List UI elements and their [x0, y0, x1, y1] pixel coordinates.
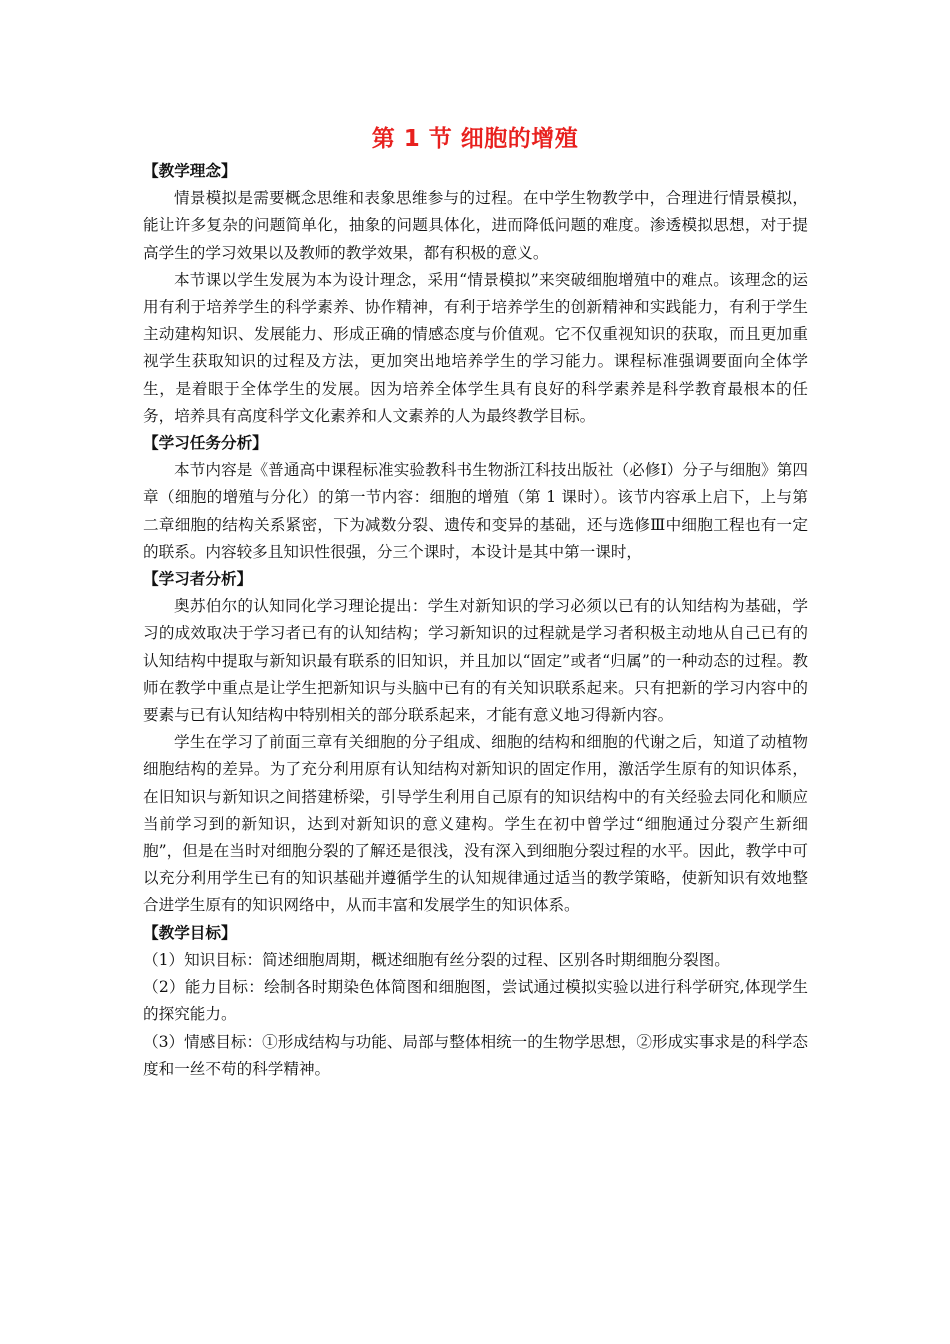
- paragraph: 情景模拟是需要概念思维和表象思维参与的过程。在中学生物教学中，合理进行情景模拟，能让许多复杂的问题简单化，抽象的问题具体化，进而降低问题的难度。渗透模拟思想，对于提高学生的学习效果以及教师的教学效果，都有积极的意义。: [143, 189, 808, 262]
- goal-item: （1）知识目标：简述细胞周期，概述细胞有丝分裂的过程、区别各时期细胞分裂图。: [143, 950, 730, 969]
- section-teaching-goals: [143, 920, 808, 1083]
- goal-item: （2）能力目标：绘制各时期染色体简图和细胞图，尝试通过模拟实验以进行科学研究,体现学生的探究能力。: [143, 978, 808, 1024]
- paragraph: 本节内容是《普通高中课程标准实验教科书生物浙江科技出版社（必修Ⅰ）分子与细胞》第四章（细胞的增殖与分化）的第一节内容：细胞的增殖（第 1 课时）。该节内容承上启下，上与第二章细胞的结构关系紧密，下为减数分裂、遗传和变异的基础，还与选修Ⅲ中细胞工程也有一定的联系。内容较多且知识性很强，分三个课时，本设计是其中第一课时，: [143, 461, 808, 561]
- paragraph: 学生在学习了前面三章有关细胞的分子组成、细胞的结构和细胞的代谢之后，知道了动植物细胞结构的差异。为了充分利用原有认知结构对新知识的固定作用，激活学生原有的知识体系，在旧知识与新知识之间搭建桥梁，引导学生利用自己原有的知识结构中的有关经验去同化和顺应当前学习到的新知识，达到对新知识的意义建构。学生在初中曾学过“细胞通过分裂产生新细胞”，但是在当时对细胞分裂的了解还是很浅，没有深入到细胞分裂过程的水平。因此，教学中可以充分利用学生已有的知识基础并遵循学生的认知规律通过适当的教学策略，使新知识有效地整合进学生原有的知识网络中，从而丰富和发展学生的知识体系。: [143, 733, 808, 915]
- section-heading: 【教学目标】: [143, 923, 237, 942]
- goal-item: （3）情感目标：①形成结构与功能、局部与整体相统一的生物学思想，②形成实事求是的科学态度和一丝不苟的科学精神。: [143, 1032, 808, 1078]
- section-heading: 【学习任务分析】: [143, 434, 268, 453]
- section-learner-analysis: [143, 566, 808, 920]
- section-heading: 【学习者分析】: [143, 570, 253, 589]
- section-teaching-philosophy: [143, 158, 808, 430]
- paragraph: 本节课以学生发展为本为设计理念，采用“情景模拟”来突破细胞增殖中的难点。该理念的运用有利于培养学生的科学素养、协作精神，有利于培养学生的创新精神和实践能力，有利于学生主动建构知识、发展能力、形成正确的情感态度与价值观。它不仅重视知识的获取，而且更加重视学生获取知识的过程及方法，更加突出地培养学生的学习能力。课程标准强调要面向全体学生，是着眼于全体学生的发展。因为培养全体学生具有良好的科学素养是科学教育最根本的任务，培养具有高度科学文化素养和人文素养的人为最终教学目标。: [143, 270, 808, 425]
- paragraph: 奥苏伯尔的认知同化学习理论提出：学生对新知识的学习必须以已有的认知结构为基础，学习的成效取决于学习者已有的认知结构；学习新知识的过程就是学习者积极主动地从自己已有的认知结构中提取与新知识最有联系的旧知识，并且加以“固定”或者“归属”的一种动态的过程。教师在教学中重点是让学生把新知识与头脑中已有的有关知识联系起来。只有把新的学习内容中的要素与已有认知结构中特别相关的部分联系起来，才能有意义地习得新内容。: [143, 597, 808, 725]
- document-body: [143, 158, 808, 1083]
- page-title: 第 1 节 细胞的增殖: [371, 126, 579, 152]
- section-task-analysis: [143, 430, 808, 566]
- section-heading: 【教学理念】: [143, 162, 237, 180]
